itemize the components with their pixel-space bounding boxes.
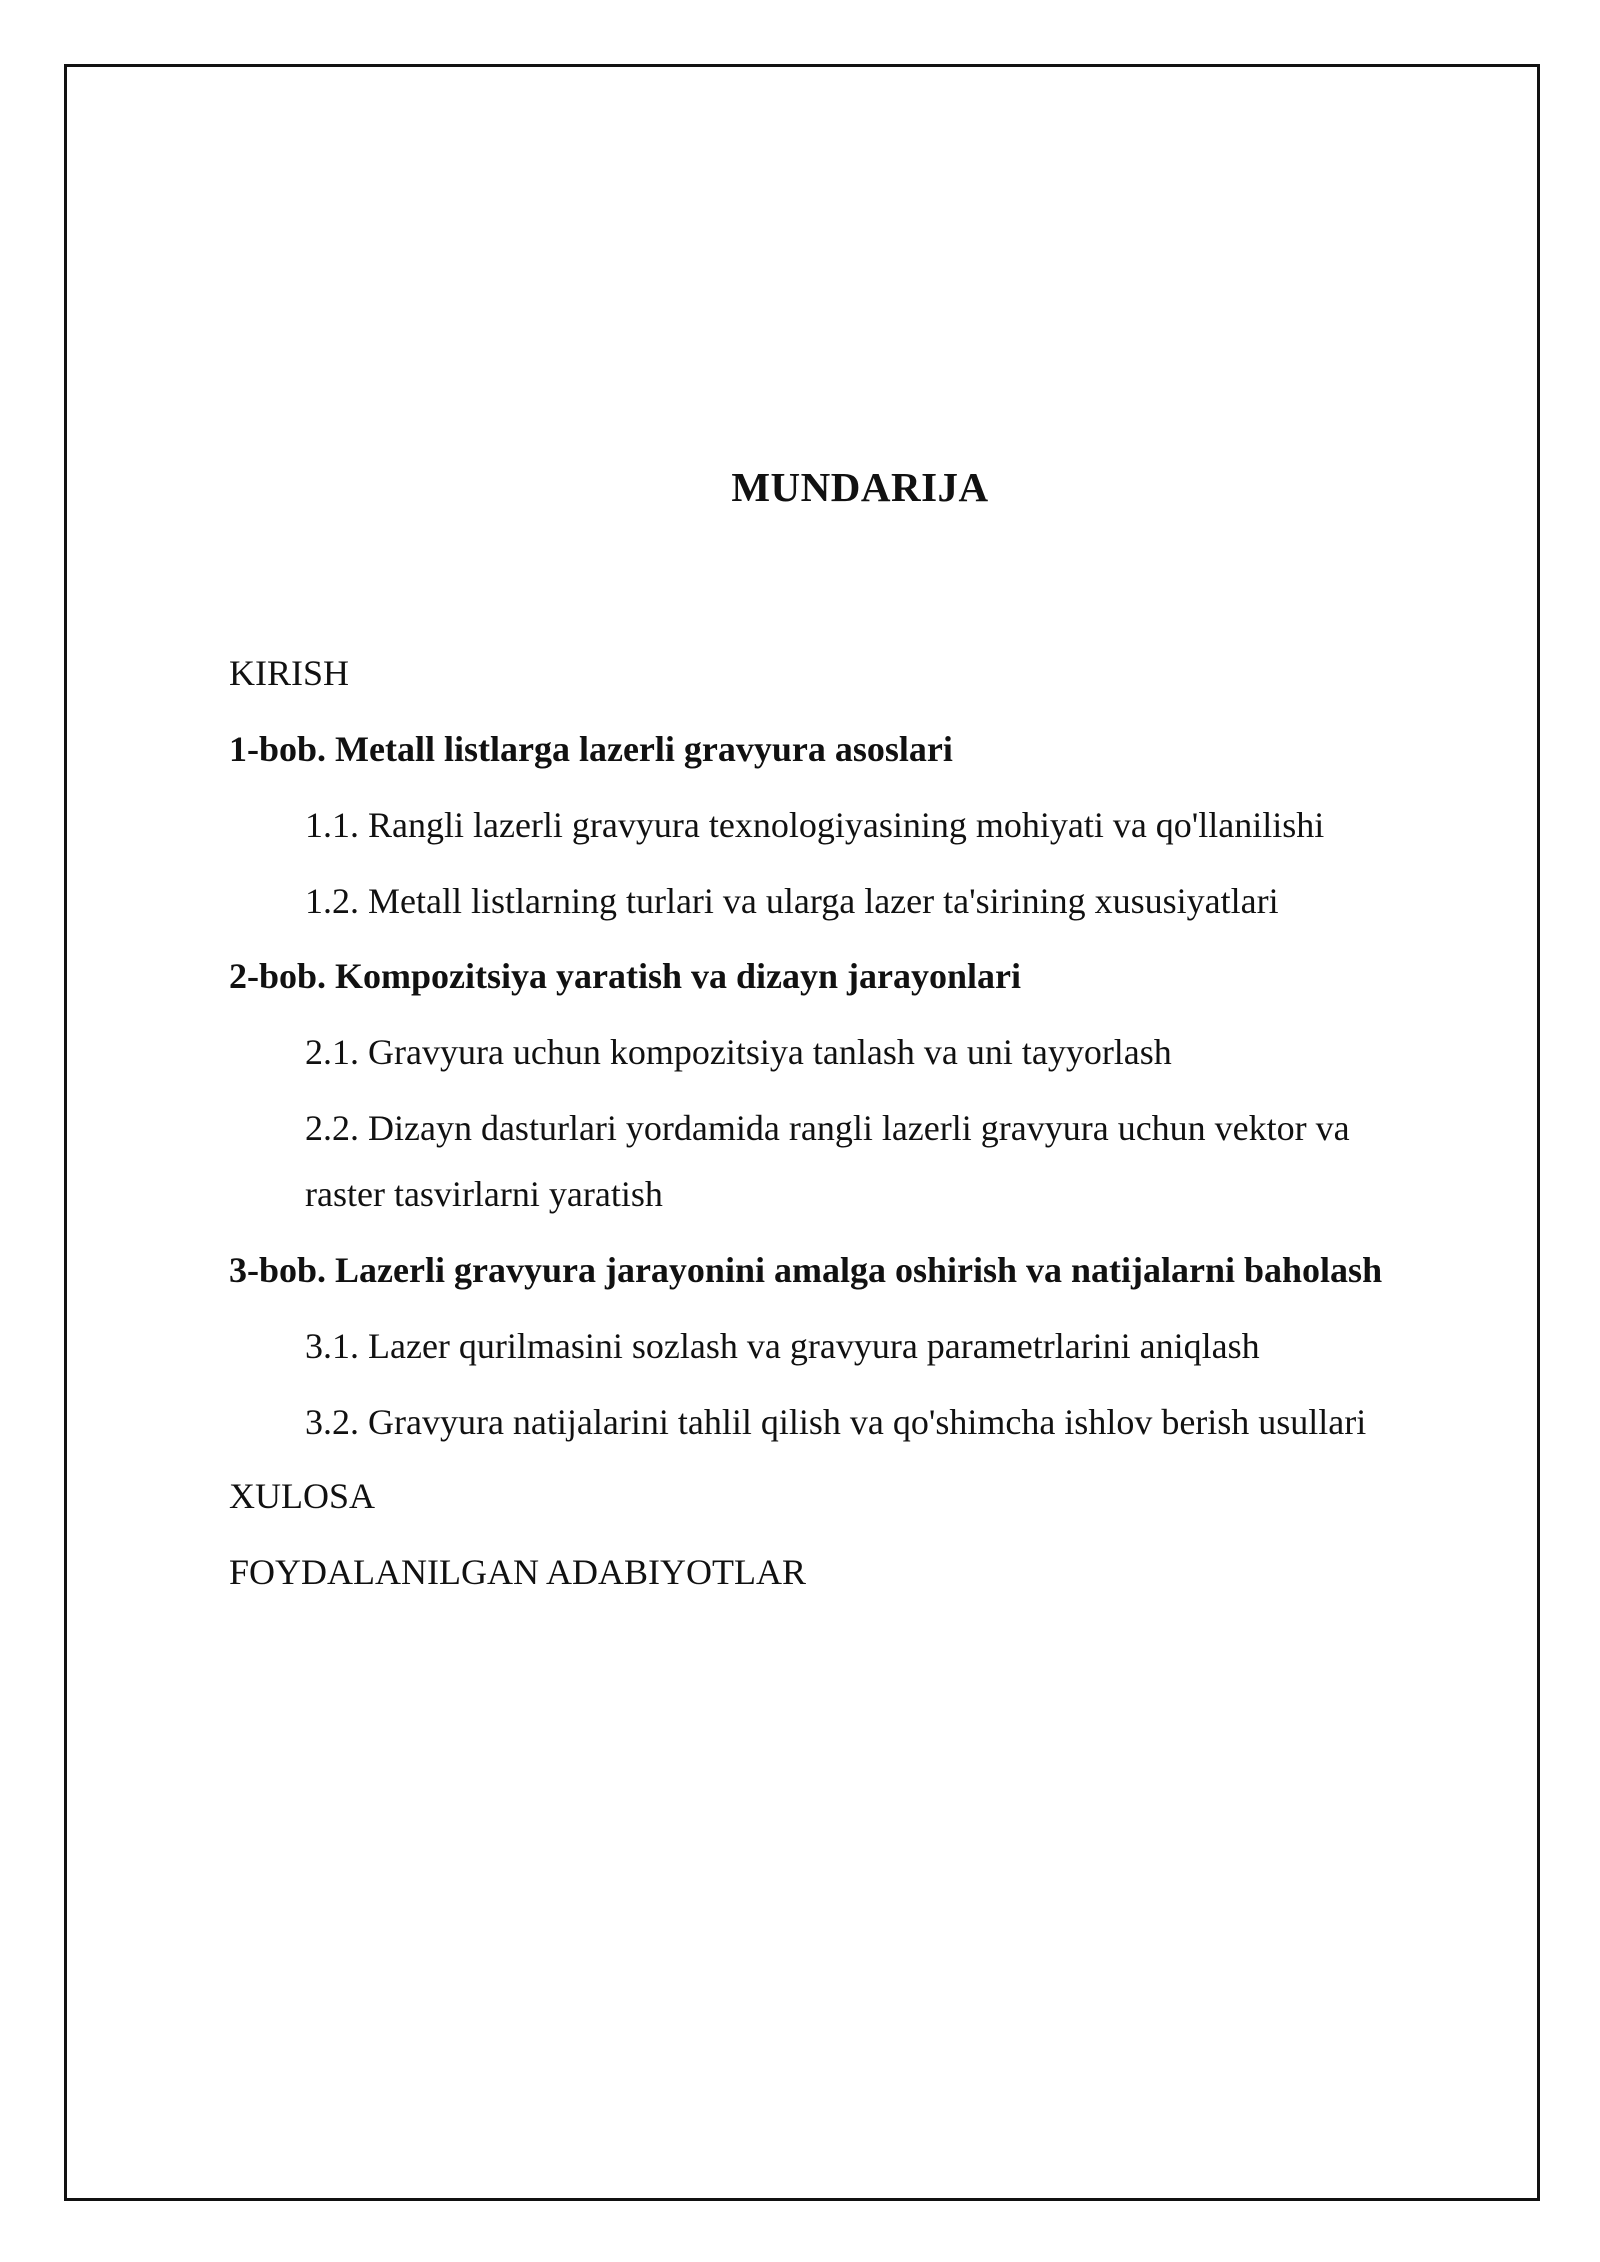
toc-section-3-1: 3.1. Lazer qurilmasini sozlash va gravyura parametrlarini aniqlash	[305, 1326, 1260, 1366]
toc-section-1-1: 1.1. Rangli lazerli gravyura texnologiyasining mohiyati va qo'llanilishi	[305, 805, 1325, 845]
toc-section-2-2: 2.2. Dizayn dasturlari yordamida rangli lazerli gravyura uchun vektor va raster tasvirlarni yaratish	[305, 1108, 1350, 1214]
toc-item-references: FOYDALANILGAN ADABIYOTLAR	[229, 1552, 806, 1592]
toc-item-intro: KIRISH	[229, 653, 350, 693]
toc-section-1-2: 1.2. Metall listlarning turlari va ularga lazer ta'sirining xususiyatlari	[305, 881, 1279, 921]
document-title: MUNDARIJA	[731, 464, 989, 510]
toc-item-conclusion: XULOSA	[229, 1476, 376, 1516]
toc-section-2-1: 2.1. Gravyura uchun kompozitsiya tanlash va uni tayyorlash	[305, 1032, 1172, 1072]
toc-chapter-3: 3-bob. Lazerli gravyura jarayonini amalga oshirish va natijalarni baholash	[229, 1250, 1383, 1290]
toc-section-3-2: 3.2. Gravyura natijalarini tahlil qilish va qo'shimcha ishlov berish usullari	[305, 1402, 1367, 1442]
toc-chapter-2: 2-bob. Kompozitsiya yaratish va dizayn jarayonlari	[229, 956, 1022, 996]
toc-chapter-1: 1-bob. Metall listlarga lazerli gravyura asoslari	[229, 729, 953, 769]
